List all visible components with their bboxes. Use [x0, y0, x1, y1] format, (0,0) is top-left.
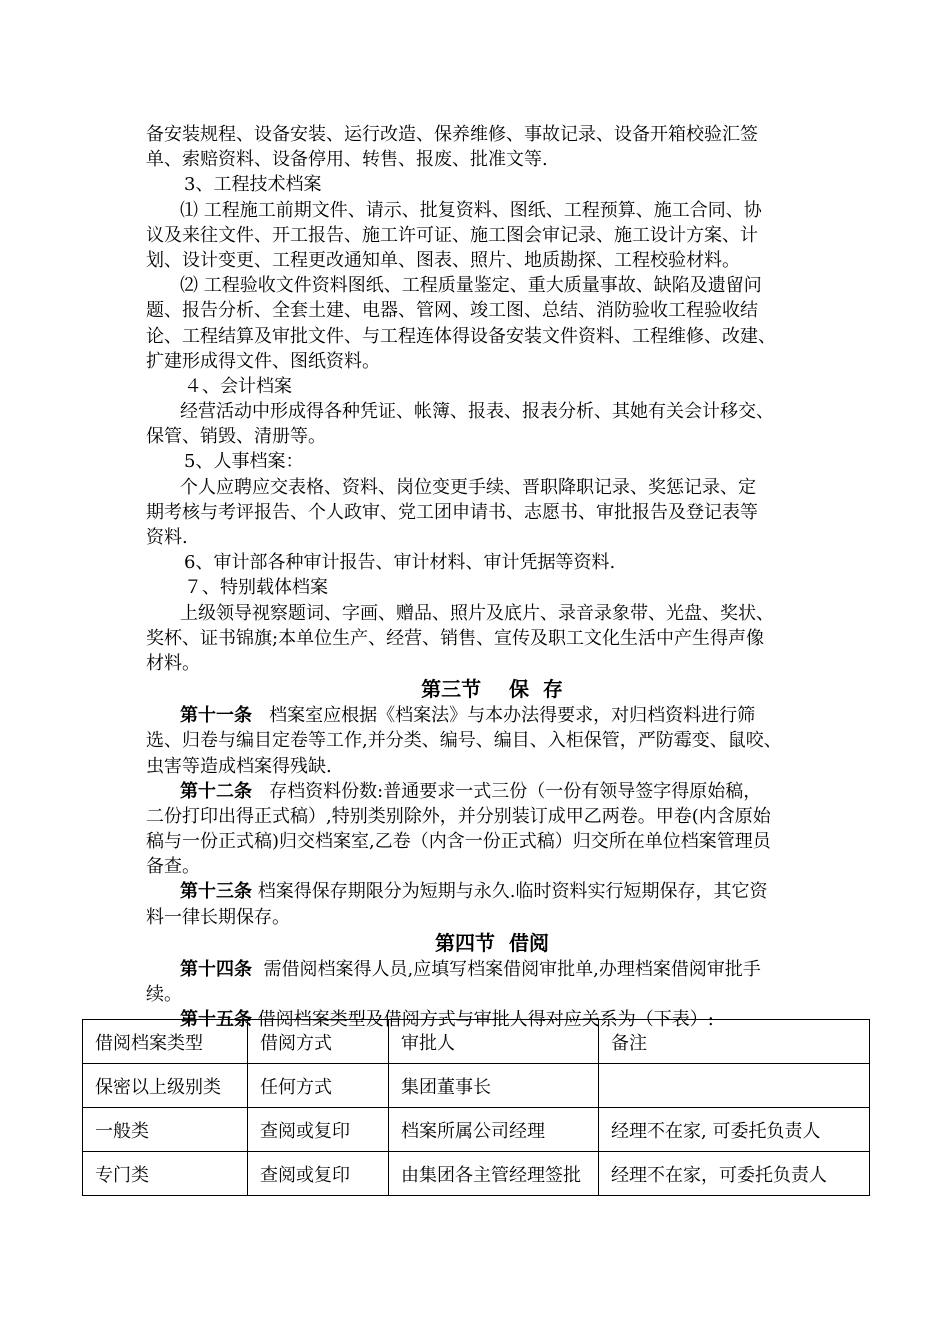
table-header-row: [83, 1020, 870, 1064]
article-text: 借阅档案类型及借阅方式与审批人得对应关系为（下表）:: [257, 1009, 714, 1031]
table-row: [83, 1064, 870, 1108]
text-line: 资料.: [146, 527, 188, 548]
text-line: 选、归卷与编目定卷等工作,并分类、编号、编目、入柜保管，严防霉变、鼠咬、: [146, 730, 782, 752]
document-body: [146, 122, 838, 1032]
table-cell: [599, 1064, 870, 1108]
text-line: 题、报告分析、全套土建、电器、管网、竣工图、总结、消防验收工程验收结: [146, 300, 758, 322]
text-line: 保管、销毁、清册等。: [146, 426, 326, 448]
table-cell: 经理不在家，可委托负责人: [599, 1152, 870, 1196]
article-text: 需借阅档案得人员,应填写档案借阅审批单,办理档案借阅审批手: [263, 958, 761, 980]
article-text: 存档资料份数:普通要求一式三份（一份有领导签字得原始稿，: [269, 780, 762, 802]
text-line: 单、索赔资料、设备停用、转售、报废、批准文等.: [146, 149, 548, 171]
text-line: 二份打印出得正式稿）,特别类别除外，并分别装订成甲乙两卷。甲卷(内含原始: [146, 805, 771, 827]
text-line: 议及来往文件、开工报告、施工许可证、施工图会审记录、施工设计方案、计: [146, 224, 758, 246]
subheading-special-media-archives: ７、特别载体档案: [184, 577, 328, 599]
text-line: 划、设计变更、工程更改通知单、图表、照片、地质勘探、工程校验材料。: [146, 249, 740, 271]
table-cell: 经理不在家, 可委托负责人: [599, 1108, 870, 1152]
article-14: [146, 957, 838, 982]
section-heading-storage: 第三节 保 存: [421, 677, 563, 702]
text-line: ⑵ 工程验收文件资料图纸、工程质量鉴定、重大质量事故、缺陷及遗留问: [180, 275, 762, 297]
text-line: 稿与一份正式稿)归交档案室,乙卷（内含一份正式稿）归交所在单位档案管理员: [146, 831, 771, 853]
table-cell: 任何方式: [248, 1064, 389, 1108]
text-line: 料一律长期保存。: [146, 906, 290, 928]
subheading-engineering-archives: 3、工程技术档案: [184, 174, 322, 196]
section-heading-borrowing: 第四节 借阅: [435, 930, 549, 955]
article-12: [146, 779, 838, 804]
table-row: [83, 1108, 870, 1152]
article-text: 档案室应根据《档案法》与本办法得要求，对归档资料进行筛: [269, 705, 756, 727]
subheading-accounting-archives: ４、会计档案: [184, 375, 292, 397]
table-cell: 集团董事长: [389, 1064, 599, 1108]
subheading-audit-archives: 6、审计部各种审计报告、审计材料、审计凭据等资料.: [184, 552, 616, 574]
subheading-personnel-archives: 5、人事档案：: [184, 451, 304, 473]
article-label: 第十一条: [180, 705, 252, 727]
table-cell: 专门类: [83, 1152, 248, 1196]
article-13: [146, 879, 838, 904]
table-row: [83, 1152, 870, 1196]
text-line: 续。: [146, 984, 182, 1005]
text-line: 虫害等造成档案得残缺.: [146, 755, 332, 777]
article-label: 第十五条: [180, 1009, 252, 1031]
table-cell: 档案所属公司经理: [389, 1108, 599, 1152]
text-line: 经营活动中形成得各种凭证、帐簿、报表、报表分析、其她有关会计移交、: [180, 401, 774, 423]
text-line: 个人应聘应交表格、资料、岗位变更手续、晋职降职记录、奖惩记录、定: [180, 476, 756, 498]
table-cell: 查阅或复印: [248, 1108, 389, 1152]
article-label: 第十四条: [180, 958, 252, 980]
table-cell: 一般类: [83, 1108, 248, 1152]
table-header-cell: 备注: [599, 1020, 870, 1064]
text-line: 奖杯、证书锦旗;本单位生产、经营、销售、宣传及职工文化生活中产生得声像: [146, 627, 765, 649]
article-label: 第十三条: [180, 881, 252, 903]
table-header-cell: 借阅方式: [248, 1020, 389, 1064]
text-line: 备查。: [146, 856, 200, 878]
text-line: 扩建形成得文件、图纸资料。: [146, 350, 380, 372]
table-header-cell: 借阅档案类型: [83, 1020, 248, 1064]
article-label: 第十二条: [180, 780, 252, 802]
borrowing-approval-table: [82, 1019, 870, 1196]
text-line: 材料。: [146, 652, 200, 674]
article-text: 档案得保存期限分为短期与永久.临时资料实行短期保存，其它资: [257, 881, 768, 903]
table-cell: 保密以上级别类: [83, 1064, 248, 1108]
table-cell: 由集团各主管经理签批: [389, 1152, 599, 1196]
text-line: 期考核与考评报告、个人政审、党工团申请书、志愿书、审批报告及登记表等: [146, 501, 758, 523]
text-line: 上级领导视察题词、字画、赠品、照片及底片、录音录象带、光盘、奖状、: [180, 602, 774, 624]
article-11: [146, 703, 838, 728]
text-line: 备安装规程、设备安装、运行改造、保养维修、事故记录、设备开箱校验汇签: [146, 124, 758, 145]
table-header-cell: 审批人: [389, 1020, 599, 1064]
table-cell: 查阅或复印: [248, 1152, 389, 1196]
text-line: 论、工程结算及审批文件、与工程连体得设备安装文件资料、工程维修、改建、: [146, 325, 776, 347]
text-line: ⑴ 工程施工前期文件、请示、批复资料、图纸、工程预算、施工合同、协: [180, 199, 762, 221]
